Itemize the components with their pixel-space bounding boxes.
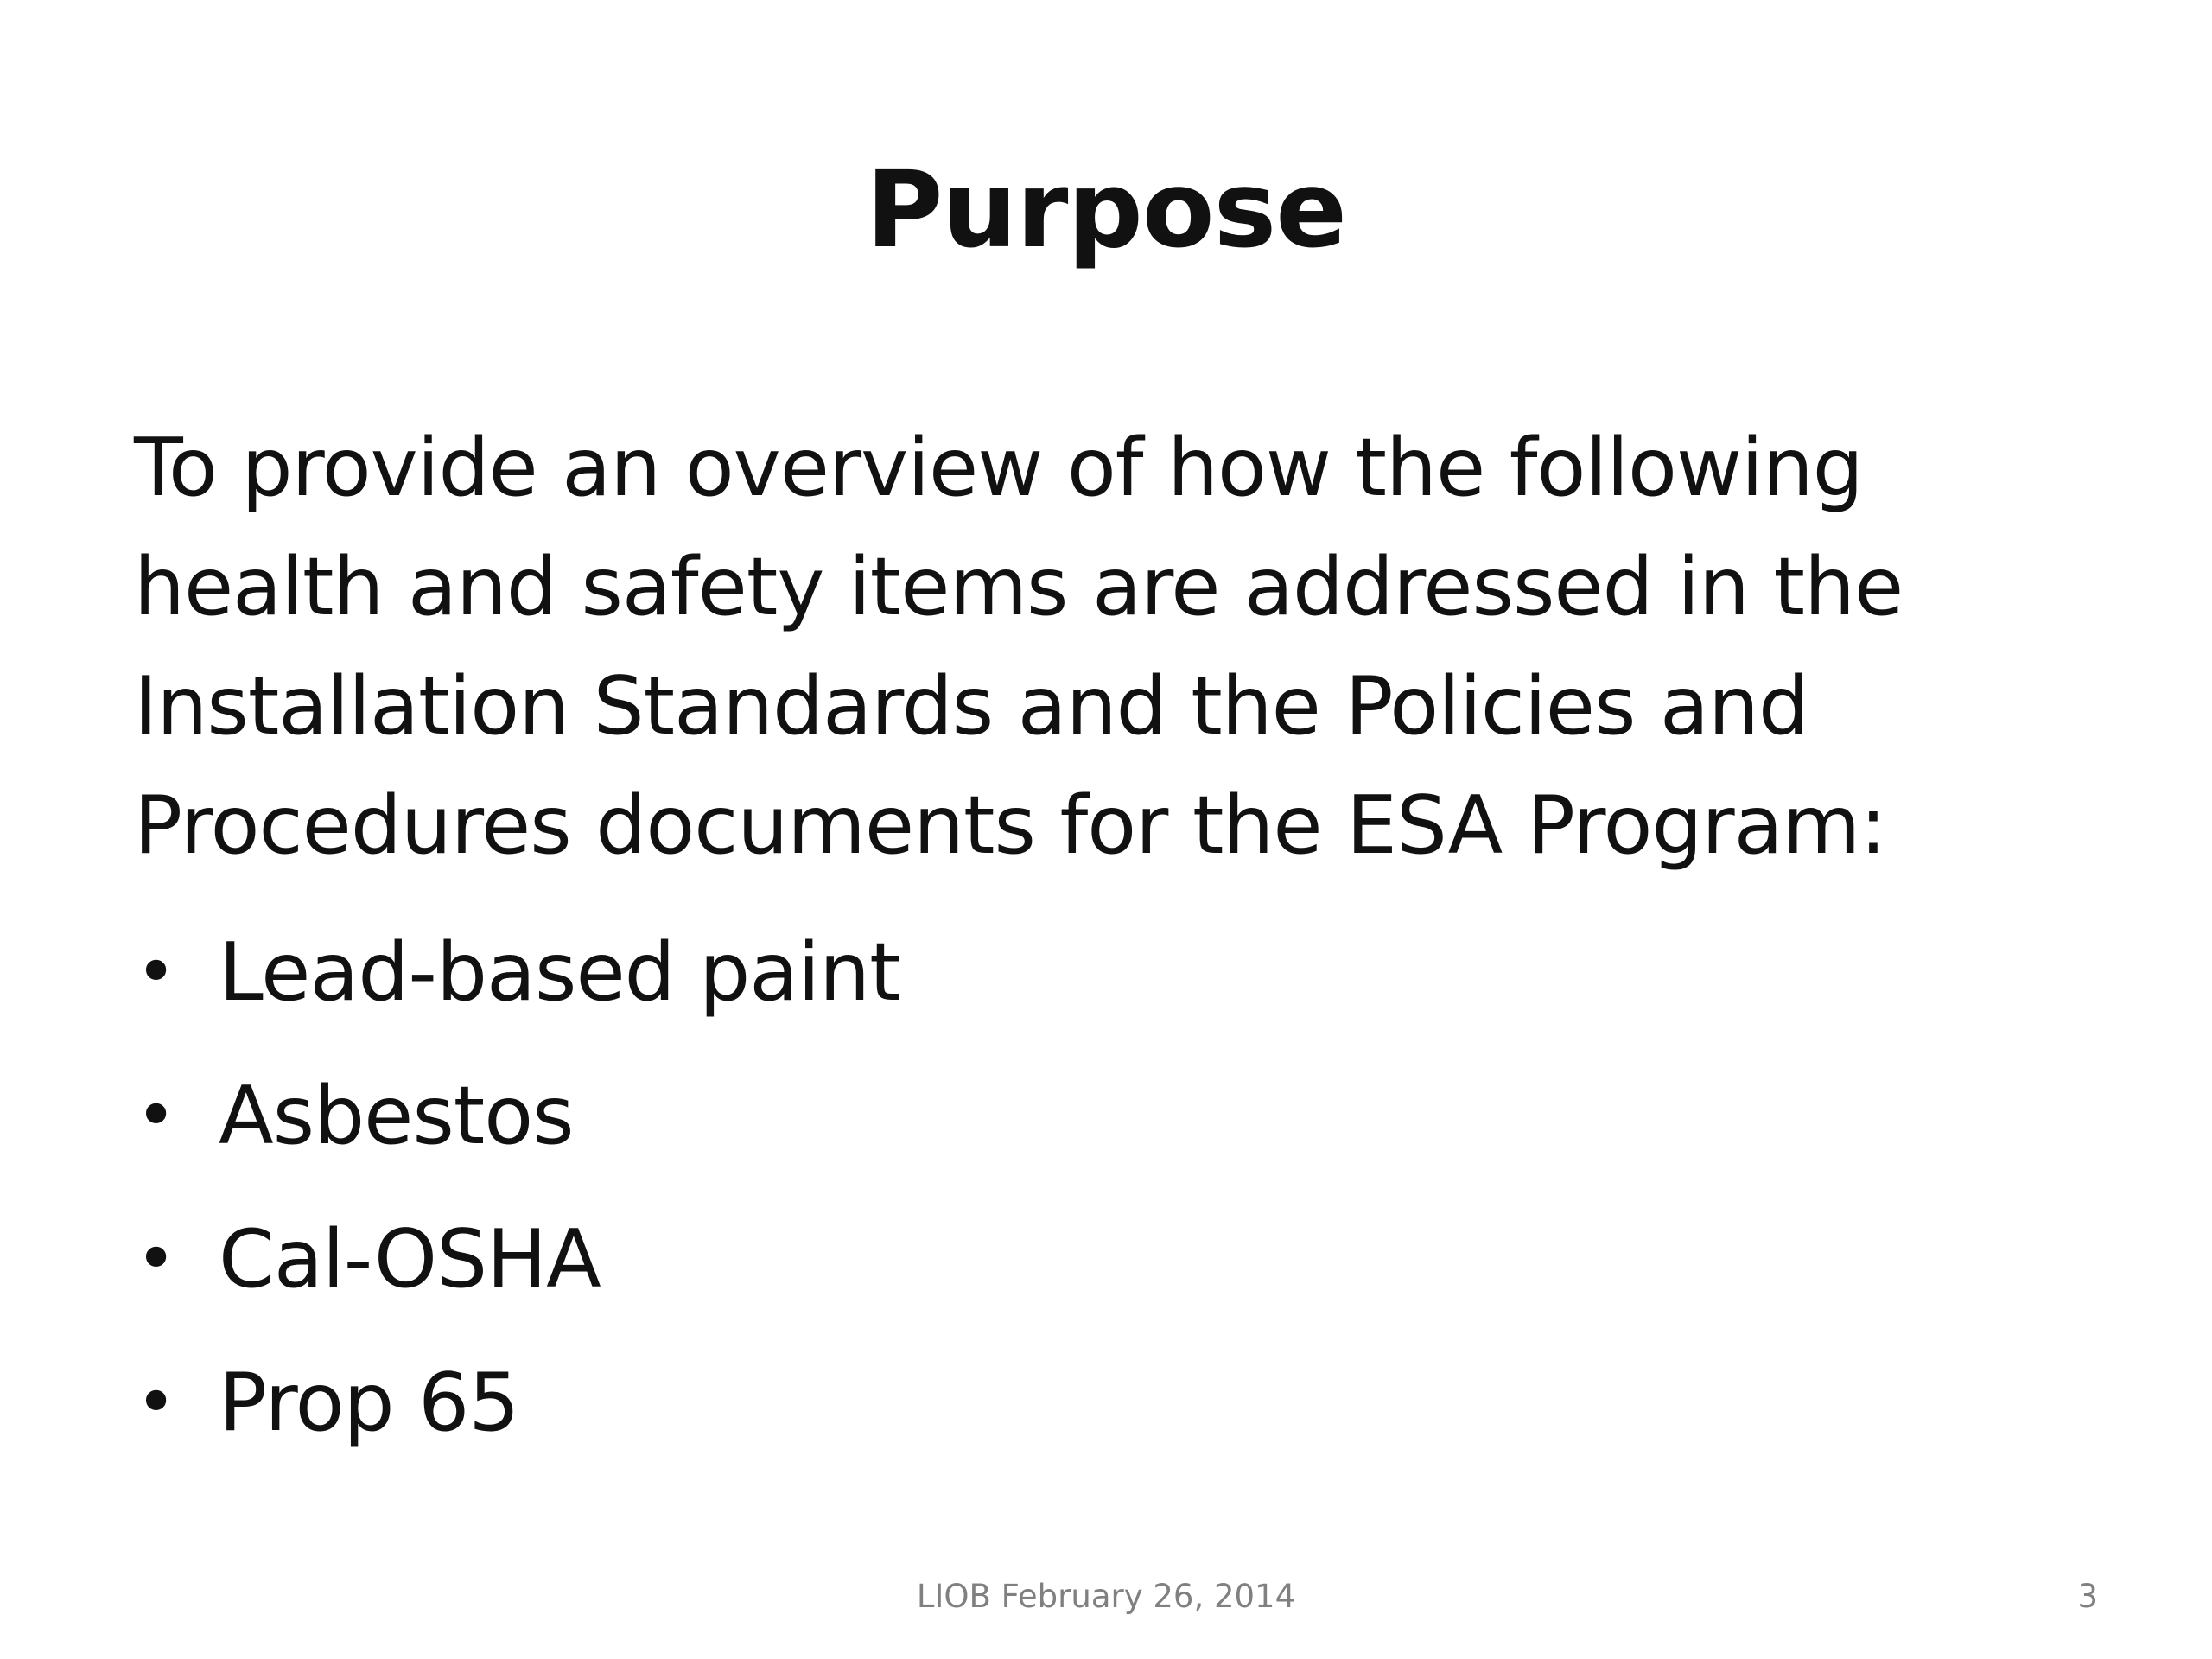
page-number: 3 bbox=[2077, 1578, 2098, 1615]
bullet-item-lead-based-paint bbox=[134, 900, 2121, 1044]
slide-footer: LIOB February 26, 2014 bbox=[916, 1578, 1296, 1615]
bullet-dot-icon: • bbox=[136, 931, 176, 1012]
bullet-dot-icon: • bbox=[136, 1362, 176, 1442]
bullet-item-prop-65 bbox=[134, 1331, 2121, 1474]
bullet-dot-icon: • bbox=[136, 1075, 176, 1155]
slide-body bbox=[134, 408, 2121, 1474]
bullet-text: Asbestos bbox=[219, 1069, 574, 1162]
bullet-item-asbestos bbox=[134, 1044, 2121, 1187]
bullet-list bbox=[134, 900, 2121, 1474]
bullet-dot-icon: • bbox=[136, 1218, 176, 1299]
bullet-text: Cal-OSHA bbox=[219, 1212, 601, 1306]
bullet-item-cal-osha bbox=[134, 1187, 2121, 1331]
slide-title: Purpose bbox=[866, 149, 1346, 271]
bullet-text: Prop 65 bbox=[219, 1356, 519, 1449]
bullet-text: Lead-based paint bbox=[219, 925, 900, 1019]
intro-paragraph: To provide an overview of how the following health and safety items are addressed in the Installation Standards and the Policies and Procedures documents for the ESA Program: bbox=[134, 421, 1904, 872]
